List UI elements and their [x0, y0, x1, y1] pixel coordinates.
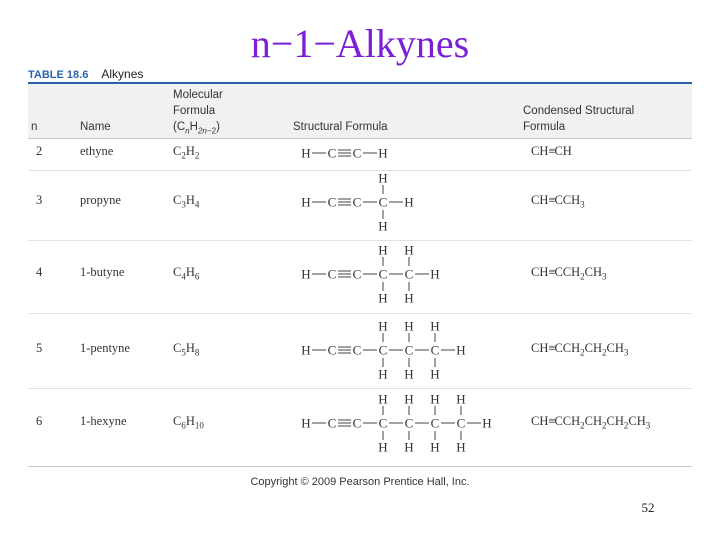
atom-label: C — [378, 194, 388, 210]
atom-label: H — [301, 145, 311, 161]
atom-label: C — [430, 342, 440, 358]
row-4-formula: $C_4H_6$ — [173, 265, 200, 282]
row-5-name: 1-pentyne — [80, 341, 130, 355]
header-name: Name — [80, 121, 111, 133]
row-4-n: 4 — [36, 265, 43, 279]
row-2-condensed: CH≡CH — [531, 144, 572, 158]
page-number: 52 — [641, 500, 655, 515]
slide-title: n−1−Alkynes — [250, 21, 470, 66]
header-condensed-l1: Condensed Structural — [523, 105, 635, 117]
atom-label: H — [430, 391, 440, 407]
atom-label: C — [456, 415, 466, 431]
atom-label: H — [456, 439, 466, 455]
atom-label: H — [404, 439, 414, 455]
header-molecular-l2: Formula — [173, 105, 216, 117]
atom-label: H — [404, 318, 414, 334]
atom-label: H — [378, 170, 388, 186]
atom-label: H — [456, 391, 466, 407]
row-6-n: 6 — [36, 414, 43, 428]
atom-label: H — [404, 194, 414, 210]
header-condensed-l2: Formula — [523, 121, 566, 133]
atom-label: H — [378, 391, 388, 407]
row-3-name: propyne — [80, 193, 121, 207]
atom-label: H — [301, 194, 311, 210]
header-structural-formula: Structural Formula — [293, 121, 388, 133]
row-2-formula: $C_2H_2$ — [173, 144, 200, 161]
atom-label: H — [430, 318, 440, 334]
row-3-condensed: $CH\equiv CCH_3$ — [531, 193, 585, 210]
row-4-condensed: $CH\equiv CCH_2CH_3$ — [531, 265, 607, 282]
atom-label: C — [404, 415, 414, 431]
atom-label: C — [327, 194, 337, 210]
atom-label: C — [327, 145, 337, 161]
atom-label: H — [430, 366, 440, 382]
table-caption-number: TABLE 18.6 — [28, 69, 89, 81]
atom-label: C — [404, 342, 414, 358]
atom-label: C — [430, 415, 440, 431]
atom-label: C — [327, 415, 337, 431]
atom-label: H — [378, 290, 388, 306]
atom-label: C — [352, 194, 362, 210]
row-5-n: 5 — [36, 341, 43, 355]
row-2-name: ethyne — [80, 144, 114, 158]
atom-label: C — [352, 145, 362, 161]
atom-label: H — [378, 145, 388, 161]
atom-label: H — [378, 366, 388, 382]
row-4-name: 1-butyne — [80, 265, 125, 279]
atom-label: H — [378, 242, 388, 258]
header-molecular-l3: $(C_nH_{2n-2})$ — [173, 121, 220, 136]
atom-label: H — [301, 266, 311, 282]
row-5-formula: $C_5H_8$ — [173, 341, 200, 358]
atom-label: C — [327, 342, 337, 358]
atom-label: H — [404, 391, 414, 407]
row-3-formula: $C_3H_4$ — [173, 193, 200, 210]
atom-label: H — [301, 415, 311, 431]
atom-label: H — [404, 290, 414, 306]
atom-label: H — [482, 415, 492, 431]
atom-label: H — [378, 439, 388, 455]
atom-label: C — [378, 342, 388, 358]
atom-label: C — [352, 342, 362, 358]
table-caption-name: Alkynes — [101, 67, 144, 81]
atom-label: H — [430, 439, 440, 455]
row-6-name: 1-hexyne — [80, 414, 127, 428]
row-6-formula: $C_6H_{10}$ — [173, 414, 204, 431]
atom-label: H — [404, 366, 414, 382]
atom-label: H — [378, 318, 388, 334]
atom-label: C — [378, 415, 388, 431]
atom-label: C — [378, 266, 388, 282]
copyright: Copyright © 2009 Pearson Prentice Hall, Inc. — [250, 476, 470, 488]
atom-label: H — [378, 218, 388, 234]
atom-label: C — [352, 266, 362, 282]
atom-label: H — [430, 266, 440, 282]
row-3-n: 3 — [36, 193, 43, 207]
header-n: n — [31, 121, 38, 133]
table-bottom-rule — [28, 466, 692, 467]
row-5-condensed: $CH\equiv CCH_2CH_2CH_3$ — [531, 341, 629, 358]
header-molecular-l1: Molecular — [173, 89, 223, 101]
row-6-condensed: $CH\equiv CCH_2CH_2CH_2CH_3$ — [531, 414, 651, 431]
atom-label: C — [352, 415, 362, 431]
row-2-n: 2 — [36, 144, 43, 158]
atom-label: H — [456, 342, 466, 358]
atom-label: H — [301, 342, 311, 358]
atom-label: H — [404, 242, 414, 258]
atom-label: C — [404, 266, 414, 282]
atom-label: C — [327, 266, 337, 282]
